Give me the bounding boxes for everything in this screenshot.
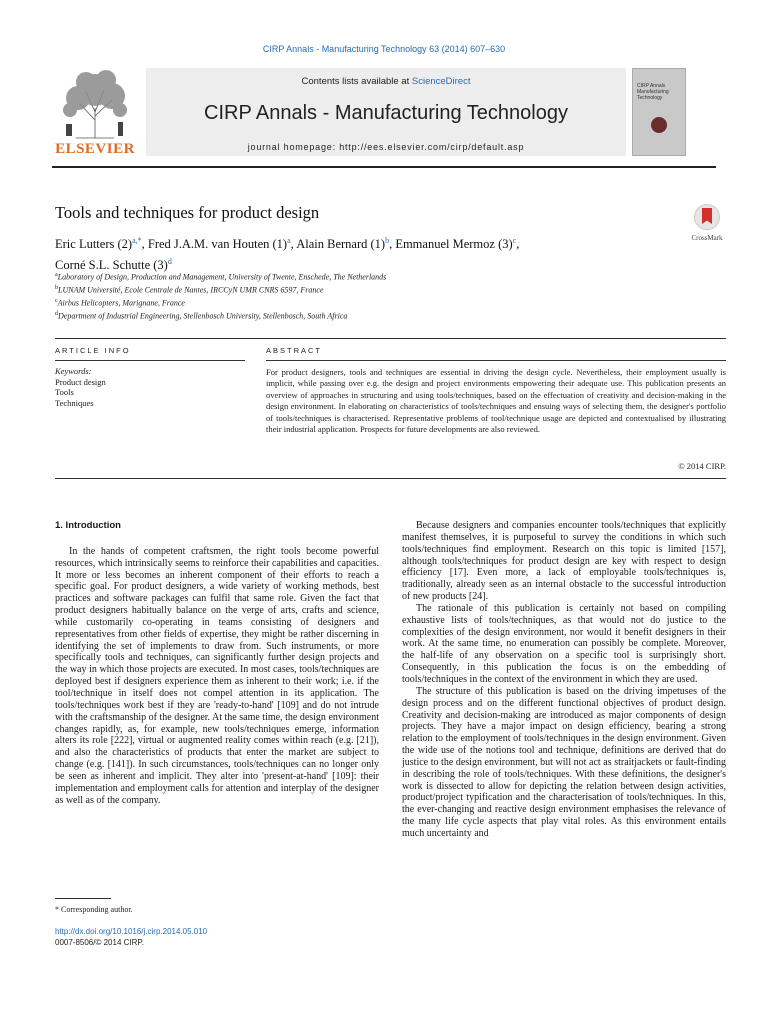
affiliation-marker: d: [55, 311, 58, 318]
author: [148, 237, 296, 251]
cover-title: CIRP Annals Manufacturing Technology: [637, 83, 669, 101]
article-info-rule: [55, 360, 245, 361]
journal-name: CIRP Annals - Manufacturing Technology: [204, 102, 568, 124]
author-separator: ,: [389, 237, 396, 252]
author-name: Alain Bernard: [296, 237, 368, 252]
body-paragraph: Because designers and companies encounter tools/techniques that explicitly manifest themselves, it is purposeful to survey the conditions in which such tools/techniques find employment. Research on this topic is limited [157], although tools/techniques for product design are key with respect to design efficiency [17]. Even more, a lack of employable tools/techniques is, traditionally, already seen as an internal obstacle to the successful introduction of new products [24].: [402, 520, 726, 603]
affiliation-text: Department of Industrial Engineering, Stellenbosch University, Stellenbosch, South Africa: [58, 312, 348, 322]
homepage-link[interactable]: http://ees.elsevier.com/cirp/default.asp: [339, 142, 525, 152]
author-separator: ,: [290, 237, 297, 252]
journal-cover-thumbnail[interactable]: [632, 68, 686, 156]
journal-homepage: [146, 142, 626, 152]
author-affiliation-ref[interactable]: b: [385, 236, 390, 245]
author-name: Emmanuel Mermoz: [395, 237, 495, 252]
author: [55, 237, 148, 251]
affiliation: [55, 296, 675, 309]
elsevier-logo[interactable]: [52, 66, 138, 160]
author-affiliation-ref[interactable]: c: [512, 236, 517, 245]
article-info-label: ARTICLE INFO: [55, 346, 131, 355]
author: [395, 237, 519, 251]
affiliation: [55, 270, 675, 283]
author-grade: (1): [367, 237, 386, 252]
crossmark-label: CrossMark: [691, 234, 723, 242]
keywords-block: [55, 366, 245, 408]
affiliation-marker: b: [55, 285, 58, 292]
masthead-divider: [52, 166, 716, 168]
affiliation-text: Airbus Helicopters, Marignane, France: [57, 298, 185, 308]
homepage-prefix: journal homepage:: [247, 142, 340, 152]
contents-availability: [146, 76, 626, 87]
body-paragraph: The rationale of this publication is certainly not based on compiling exhaustive lists of tools/techniques, as that would not do justice to the complexities of the design environment, nor would it benefit designers in their work. At the same time, no enumeration can possibly be complete. Moreover, the half-life of any observation on a specific tool is surprisingly short. Consequently, in this publication the focus is on the embedding of tools/techniques in the context of the environment in which they are used.: [402, 602, 726, 685]
author-separator: ,: [141, 237, 148, 252]
author-affiliation-ref[interactable]: a,*: [132, 236, 142, 245]
header-divider: [55, 338, 726, 339]
publisher-name: ELSEVIER: [55, 141, 135, 157]
keywords-label: Keywords:: [55, 366, 92, 376]
section-heading: 1. Introduction: [55, 520, 121, 531]
affiliation-text: Laboratory of Design, Production and Management, University of Twente, Enschede, The Netherlands: [57, 272, 387, 282]
keyword: Product design: [55, 376, 106, 387]
article-title: Tools and techniques for product design: [55, 203, 320, 222]
affiliation-list: [55, 270, 675, 323]
doi-link[interactable]: http://dx.doi.org/10.1016/j.cirp.2014.05.010: [55, 927, 208, 936]
footnote-divider: [55, 898, 111, 899]
masthead: [52, 66, 716, 162]
abstract-bottom-divider: [55, 478, 726, 479]
affiliation-marker: a: [55, 272, 58, 278]
journal-citation[interactable]: CIRP Annals - Manufacturing Technology 63 (2014) 607–630: [262, 44, 506, 54]
body-column-right: [402, 520, 726, 840]
journal-banner: [146, 68, 626, 156]
body-paragraph: In the hands of competent craftsmen, the right tools become powerful resources, which intrinsically seems to reinforce their capabilities and capacities. It more or less becomes an inherent component of their efforts to reach a specific goal. For product designers, a wide variety of working methods, best practices and software packages can fulfil that same role. Given the fact that product designers habitually balance on the verge of arts, crafts and science, while customarily co-operating in teams consisting of designers and representatives from other fields of expertise, they might be rather discerning in identifying the set of implements to draw from. Such instruments, or more specifically tools and techniques, can significantly further design projects and the way in which those projects are executed. In most cases, tools/techniques are deployed best if designers experience them as inherent to their work; i.e. if the tool/technique in itself does not compel attention in its application. The tools/techniques work best if they are 'ready-to-hand' [109] and do not intrude with the craftsmanship of the designer. At the same time, the design environment changes rapidly, as, for example, new tools/techniques emerge, information alters its role [222], virtual or augmented reality comes within reach (e.g. [21]), and also the characteristics of products that enter the market are subject to change (e.g. [141]). In such circumstances, tools/techniques can no longer only be seen as inherent and implicit. They alter into 'present-at-hand' [109]: their implementation and employment calls for attention and interplay of the designer as well as of the company.: [55, 545, 379, 806]
sciencedirect-link[interactable]: ScienceDirect: [411, 76, 471, 87]
abstract-copyright: © 2014 CIRP.: [678, 461, 726, 471]
affiliation: [55, 309, 675, 322]
author-name: Fred J.A.M. van Houten: [147, 237, 270, 252]
elsevier-tree-icon: [56, 68, 134, 140]
issn-copyright: 0007-8506/© 2014 CIRP.: [55, 938, 144, 947]
author-affiliation-ref[interactable]: d: [167, 257, 172, 267]
contents-prefix: Contents lists available at: [301, 76, 412, 87]
corresponding-author-note: * Corresponding author.: [55, 905, 133, 914]
affiliation: [55, 283, 675, 296]
author-name: Corné S.L. Schutte: [55, 258, 151, 273]
author: [296, 237, 395, 251]
abstract-text: For product designers, tools and techniques are essential in driving the design cycle. Nevertheless, their employment usually is implicit, while passing over e.g. the design and project environments empowering their adequate use. This publication presents an overview of approaches in structuring and using tools/techniques, based on the effectuation of creativity and decision-making in the design environment. In elaborating on characteristics of tools/techniques and ensuing ways of selecting them, the designer's portfolio of tools/techniques is characterised. Representative problems of tool/technique usage are depicted and contextualised by illustrating their industrial application. Prospects for future developments are also reviewed.: [266, 367, 726, 435]
crossmark-badge[interactable]: [686, 204, 728, 248]
cover-seal-icon: [651, 117, 667, 133]
abstract-rule: [266, 360, 726, 361]
author-grade: (1): [269, 237, 288, 252]
author-name: Eric Lutters: [55, 237, 115, 252]
keyword: Techniques: [55, 397, 94, 408]
body-paragraph: The structure of this publication is based on the driving impetuses of the design process and on the different functional objectives of product design. Creativity and decision-making are introduced as major components of design projects. They have a major impact on design efficiency, bearing a strong relation to the employment of tools/techniques in the design environment. Given the wide use of the notions tool and technique, definitions are derived that do justice to the design environment, but will not act as straitjackets or fault-finding in describing the role of tools/techniques. With these definitions, the designer's work is dissected to allow for depicting the relation between design activities, product/project typification and the characterisation of tools/techniques. In this, the ever-changing and reactive design environment emphasises the relevance of the many life cycle aspects that play vital roles. As this environment entails much uncertainty and: [402, 685, 726, 839]
author-grade: (3): [150, 258, 168, 273]
abstract-label: ABSTRACT: [266, 346, 323, 355]
affiliation-marker: c: [55, 298, 58, 305]
affiliation-text: LUNAM Université, Ecole Centrale de Nantes, IRCCyN UMR CNRS 6597, France: [58, 285, 324, 295]
author-grade: (3): [494, 237, 513, 252]
keyword: Tools: [55, 387, 74, 397]
author-grade: (2): [114, 237, 133, 252]
body-column-left: [55, 520, 379, 806]
author-affiliation-ref[interactable]: a: [287, 236, 291, 245]
author-list: [55, 232, 675, 274]
author-separator: ,: [516, 237, 520, 252]
